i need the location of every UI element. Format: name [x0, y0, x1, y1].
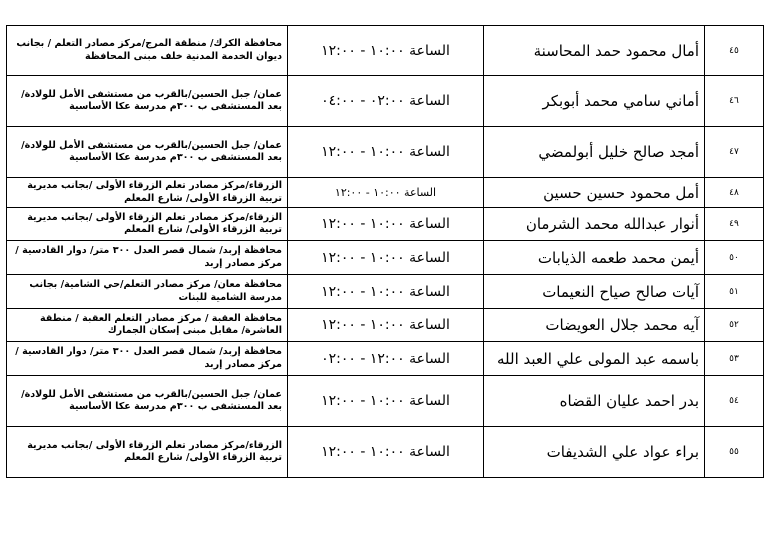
row-number: ٤٥: [705, 26, 764, 76]
session-time: الساعة ١٢:٠٠ - ٠٢:٠٠: [288, 342, 484, 376]
table-row: [7, 309, 764, 342]
exam-location: عمان/ جبل الحسين/بالقرب من مستشفى الأمل للولادة/ بعد المستشفى ب ٣٠٠م مدرسة عكا الأساسية: [7, 127, 288, 178]
session-time: الساعة ١٠:٠٠ - ١٢:٠٠: [288, 26, 484, 76]
row-number: ٥٠: [705, 241, 764, 275]
session-time: الساعة ١٠:٠٠ - ١٢:٠٠: [288, 275, 484, 309]
candidate-name: أماني سامي محمد أبوبكر: [484, 76, 705, 127]
row-number: ٥٣: [705, 342, 764, 376]
row-number: ٥٢: [705, 309, 764, 342]
candidate-name: باسمه عبد المولى علي العبد الله: [484, 342, 705, 376]
candidate-name: آيات صالح صياح النعيمات: [484, 275, 705, 309]
table-row: [7, 76, 764, 127]
schedule-table-body: [7, 26, 764, 478]
candidate-name: أنوار عبدالله محمد الشرمان: [484, 208, 705, 241]
candidate-name: آيه محمد جلال العويضات: [484, 309, 705, 342]
exam-location: محافظة إربد/ شمال قصر العدل ٣٠٠ متر/ دوار القادسية / مركز مصادر إربد: [7, 342, 288, 376]
session-time: الساعة ٠٢:٠٠ - ٠٤:٠٠: [288, 76, 484, 127]
table-row: [7, 208, 764, 241]
exam-location: محافظة معان/ مركز مصادر التعلم/حي الشامية/ بجانب مدرسة الشامية للبنات: [7, 275, 288, 309]
table-row: [7, 241, 764, 275]
candidate-name: أمل محمود حسين حسين: [484, 178, 705, 208]
row-number: ٤٧: [705, 127, 764, 178]
exam-location: محافظة العقبة / مركز مصادر التعلم العقبة / منطقة العاشرة/ مقابل مبنى إسكان الجمارك: [7, 309, 288, 342]
exam-location: عمان/ جبل الحسين/بالقرب من مستشفى الأمل للولادة/ بعد المستشفى ب ٣٠٠م مدرسة عكا الأساسية: [7, 76, 288, 127]
row-number: ٥٥: [705, 427, 764, 478]
candidate-name: أمال محمود حمد المحاسنة: [484, 26, 705, 76]
session-time: الساعة ١٠:٠٠ - ١٢:٠٠: [288, 241, 484, 275]
session-time: الساعة ١٠:٠٠ - ١٢:٠٠: [288, 427, 484, 478]
exam-location: الزرقاء/مركز مصادر تعلم الزرقاء الأولى /بجانب مديرية تربية الزرقاء الأولى/ شارع المعلم: [7, 178, 288, 208]
exam-location: محافظة إربد/ شمال قصر العدل ٣٠٠ متر/ دوار القادسية / مركز مصادر إربد: [7, 241, 288, 275]
table-row: [7, 342, 764, 376]
exam-location: الزرقاء/مركز مصادر تعلم الزرقاء الأولى /بجانب مديرية تربية الزرقاء الأولى/ شارع المعلم: [7, 427, 288, 478]
candidate-name: براء عواد علي الشديفات: [484, 427, 705, 478]
table-row: [7, 275, 764, 309]
schedule-table: [6, 25, 764, 478]
exam-location: الزرقاء/مركز مصادر تعلم الزرقاء الأولى /بجانب مديرية تربية الزرقاء الأولى/ شارع المعلم: [7, 208, 288, 241]
exam-location: عمان/ جبل الحسين/بالقرب من مستشفى الأمل للولادة/ بعد المستشفى ب ٣٠٠م مدرسة عكا الأساسية: [7, 376, 288, 427]
row-number: ٤٨: [705, 178, 764, 208]
table-row: [7, 427, 764, 478]
row-number: ٥٤: [705, 376, 764, 427]
candidate-name: بدر احمد عليان القضاه: [484, 376, 705, 427]
table-row: [7, 376, 764, 427]
candidate-name: أمجد صالح خليل أبولمضي: [484, 127, 705, 178]
row-number: ٥١: [705, 275, 764, 309]
session-time: الساعة ١٠:٠٠ - ١٢:٠٠: [288, 178, 484, 208]
table-row: [7, 127, 764, 178]
table-row: [7, 26, 764, 76]
session-time: الساعة ١٠:٠٠ - ١٢:٠٠: [288, 127, 484, 178]
row-number: ٤٦: [705, 76, 764, 127]
row-number: ٤٩: [705, 208, 764, 241]
session-time: الساعة ١٠:٠٠ - ١٢:٠٠: [288, 309, 484, 342]
table-row: [7, 178, 764, 208]
exam-location: محافظة الكرك/ منطقة المرج/مركز مصادر التعلم / بجانب ديوان الخدمة المدنية خلف مبنى المحافظة: [7, 26, 288, 76]
session-time: الساعة ١٠:٠٠ - ١٢:٠٠: [288, 376, 484, 427]
session-time: الساعة ١٠:٠٠ - ١٢:٠٠: [288, 208, 484, 241]
candidate-name: أيمن محمد طعمه الذيابات: [484, 241, 705, 275]
